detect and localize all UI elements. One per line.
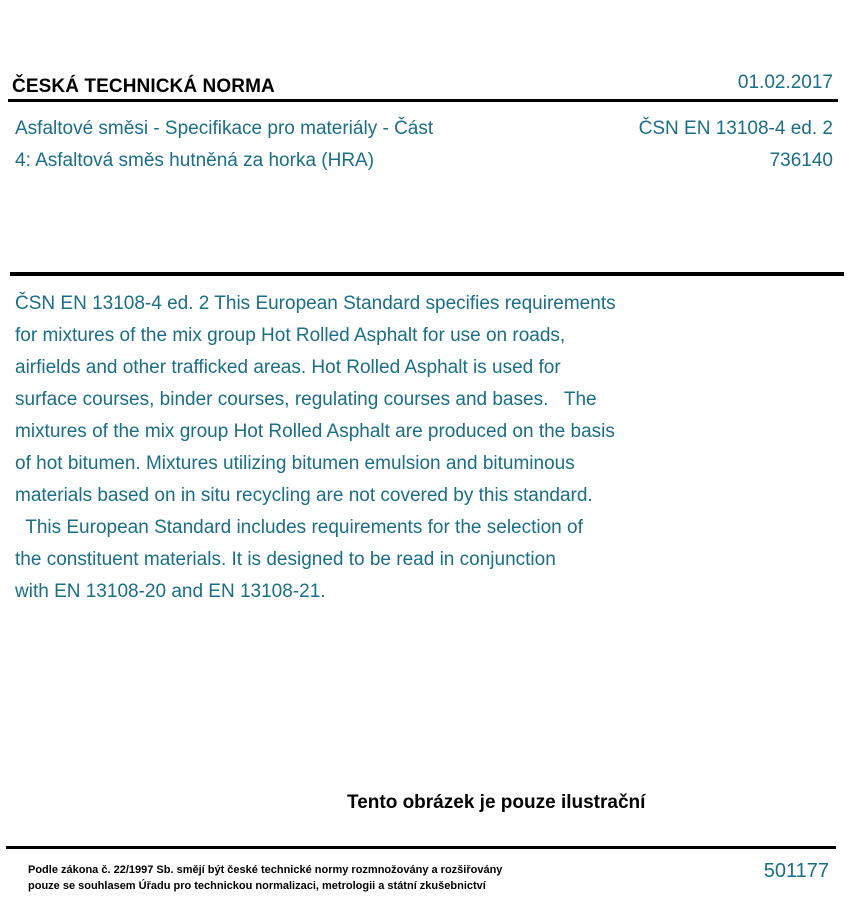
legal-line: pouze se souhlasem Úřadu pro technickou normalizaci, metrologii a státní zkušebnictví [28,880,486,892]
abstract-line: mixtures of the mix group Hot Rolled Asphalt are produced on the basis [15,421,615,442]
abstract-line: ČSN EN 13108-4 ed. 2 This European Standard specifies requirements [15,293,616,314]
abstract-line: This European Standard includes requirements for the selection of [15,517,583,538]
abstract-line: airfields and other trafficked areas. Hot Rolled Asphalt is used for [15,357,561,378]
document-number: 501177 [763,860,829,882]
abstract-text [15,288,715,608]
abstract-line: surface courses, binder courses, regulating courses and bases. The [15,389,597,410]
legal-line: Podle zákona č. 22/1997 Sb. smějí být české technické normy rozmnožovány a rozšiřovány [28,864,503,876]
middle-divider [10,272,844,276]
abstract-line: of hot bitumen. Mixtures utilizing bitumen emulsion and bituminous [15,453,575,474]
abstract-line: materials based on in situ recycling are not covered by this standard. [15,485,593,506]
illustration-note: Tento obrázek je pouze ilustrační [347,792,646,813]
top-divider [8,99,838,102]
document-title-line-2: 4: Asfaltová směs hutněná za horka (HRA) [15,150,375,171]
abstract-line: the constituent materials. It is designed to be read in conjunction [15,549,556,570]
document-title-line-1: Asfaltové směsi - Specifikace pro materiály - Část [15,118,434,139]
abstract-line: for mixtures of the mix group Hot Rolled Asphalt for use on roads, [15,325,566,346]
publication-date: 01.02.2017 [737,72,833,93]
standard-code: ČSN EN 13108-4 ed. 2 [638,118,833,139]
abstract-line: with EN 13108-20 and EN 13108-21. [15,581,326,602]
class-number: 736140 [769,150,833,171]
bottom-divider [6,846,836,849]
header-title: ČESKÁ TECHNICKÁ NORMA [12,76,275,97]
legal-notice [28,862,502,894]
